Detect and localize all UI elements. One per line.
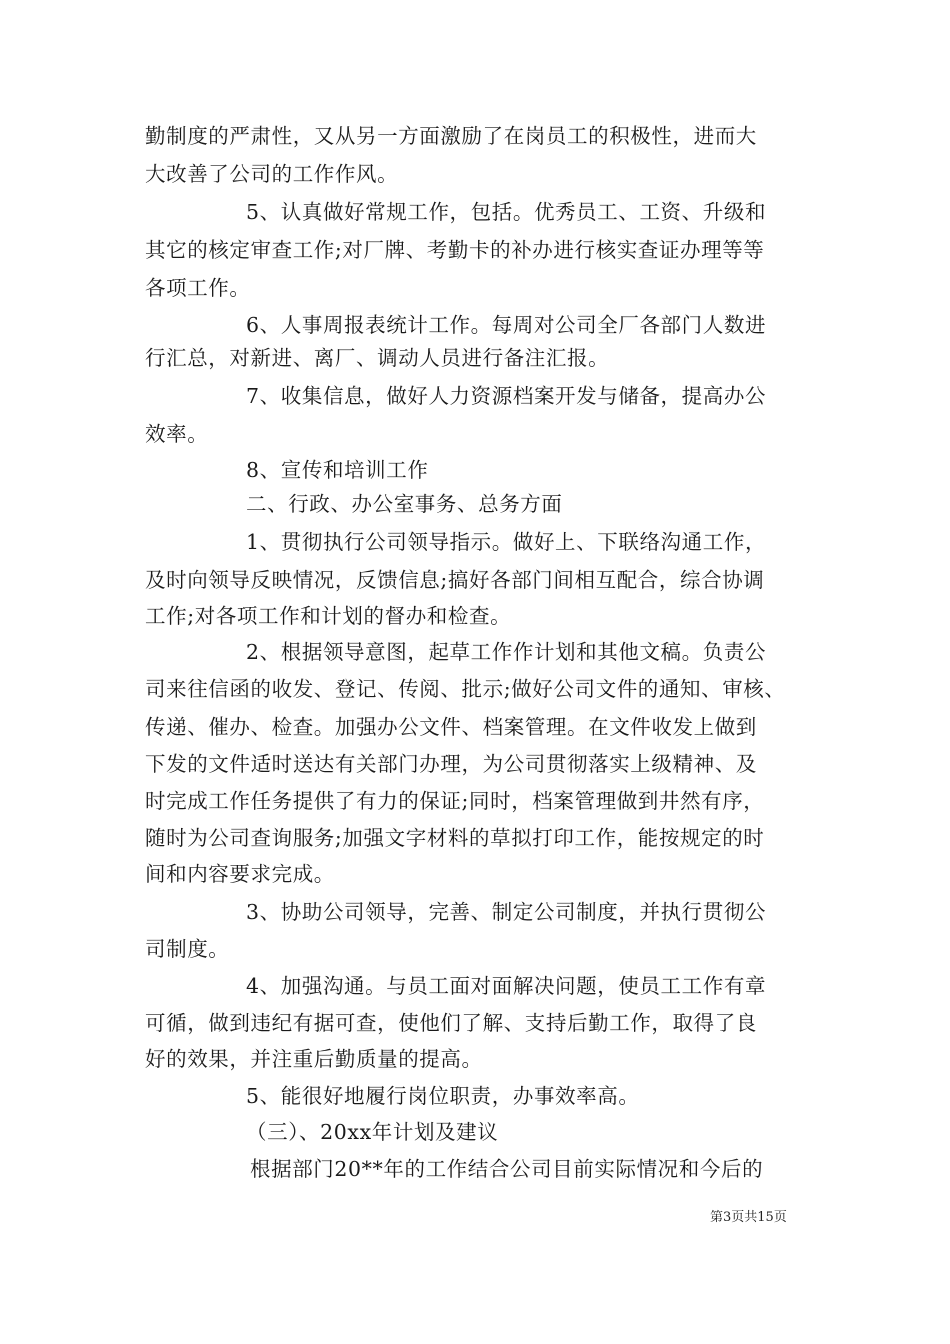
text-line: 时完成工作任务提供了有力的保证;同时，档案管理做到井然有序， — [145, 789, 765, 813]
text-line: 6、人事周报表统计工作。每周对公司全厂各部门人数进 — [246, 313, 767, 337]
text-line: 可循，做到违纪有据可查，使他们了解、支持后勤工作，取得了良 — [145, 1011, 757, 1035]
text-line: 3、协助公司领导，完善、制定公司制度，并执行贯彻公 — [246, 900, 767, 924]
section-heading: 二、行政、办公室事务、总务方面 — [246, 492, 563, 516]
text-line: 勤制度的严肃性，又从另一方面激励了在岗员工的积极性，进而大 — [145, 124, 757, 148]
text-line: 7、收集信息，做好人力资源档案开发与储备，提高办公 — [246, 384, 767, 408]
text-line: 效率。 — [145, 422, 209, 446]
text-line: 8、宣传和培训工作 — [246, 458, 429, 482]
text-line: 根据部门20**年的工作结合公司目前实际情况和今后的 — [250, 1157, 764, 1181]
text-line: 5、能很好地履行岗位职责，办事效率高。 — [246, 1084, 640, 1108]
text-line: 各项工作。 — [145, 276, 251, 300]
text-line: 随时为公司查询服务;加强文字材料的草拟打印工作，能按规定的时 — [145, 826, 765, 850]
text-line: 4、加强沟通。与员工面对面解决问题，使员工工作有章 — [246, 974, 767, 998]
text-line: 好的效果，并注重后勤质量的提高。 — [145, 1047, 483, 1071]
text-line: 5、认真做好常规工作，包括。优秀员工、工资、升级和 — [246, 200, 767, 224]
text-line: 大改善了公司的工作作风。 — [145, 162, 399, 186]
text-line: 工作;对各项工作和计划的督办和检查。 — [145, 604, 512, 628]
text-line: 传递、催办、检查。加强办公文件、档案管理。在文件收发上做到 — [145, 715, 757, 739]
text-line: 2、根据领导意图，起草工作作计划和其他文稿。负责公 — [246, 640, 767, 664]
text-line: 其它的核定审查工作;对厂牌、考勤卡的补办进行核实查证办理等等 — [145, 238, 765, 262]
text-line: 间和内容要求完成。 — [145, 862, 335, 886]
page-number: 第3页共15页 — [710, 1210, 787, 1225]
text-line: 行汇总，对新进、离厂、调动人员进行备注汇报。 — [145, 346, 610, 370]
text-line: 1、贯彻执行公司领导指示。做好上、下联络沟通工作， — [246, 530, 767, 554]
text-line: 及时向领导反映情况，反馈信息;搞好各部门间相互配合，综合协调 — [145, 568, 765, 592]
text-line: 下发的文件适时送达有关部门办理，为公司贯彻落实上级精神、及 — [145, 752, 757, 776]
text-line: 司来往信函的收发、登记、传阅、批示;做好公司文件的通知、审核、 — [145, 677, 786, 701]
section-heading: （三）、20xx年计划及建议 — [246, 1120, 499, 1144]
text-line: 司制度。 — [145, 937, 230, 961]
